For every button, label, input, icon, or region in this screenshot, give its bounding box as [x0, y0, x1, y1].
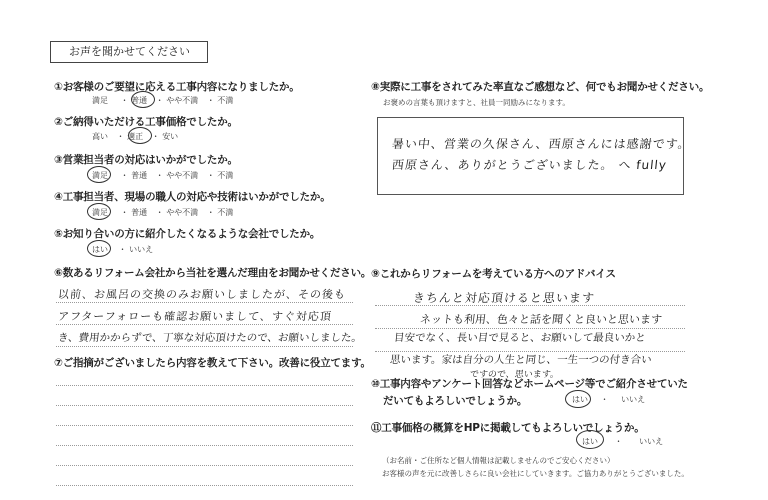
option-fair[interactable]: 適正: [127, 132, 144, 141]
q10-question: ⑩工事内容やアンケート回答などホームページ等でご紹介させていた: [371, 378, 688, 390]
option-cheap[interactable]: 安い: [162, 132, 179, 141]
answer-line: [56, 302, 353, 303]
answer-line: [56, 324, 353, 325]
answer-line: [56, 425, 353, 426]
privacy-note: （お名前・ご住所など個人情報は記載しませんのでご安心ください）: [382, 456, 615, 465]
answer-line: [56, 485, 353, 486]
q5-selection-circle: [87, 240, 111, 257]
option-satisfied[interactable]: 満足: [92, 171, 108, 180]
q9-answer-line-2: ネットも利用、色々と話を聞くと良いと思います: [419, 313, 663, 326]
q1-selection-circle: [131, 91, 155, 108]
q7-question: ⑦ご指摘がございましたら内容を教えて下さい。改善に役立てます。: [54, 357, 371, 369]
option-no[interactable]: いいえ: [621, 395, 646, 404]
option-somewhat-dissatisfied[interactable]: やや不満: [166, 171, 199, 180]
q9-answer-line-1: きちんと対応頂けると思います: [412, 291, 596, 305]
q11-options: はい ・ いいえ: [582, 437, 664, 446]
answer-line: [375, 328, 685, 329]
q4-question: ④工事担当者、現場の職人の対応や技術はいかがでしたか。: [54, 191, 331, 203]
q11-selection-circle: [576, 430, 604, 449]
q10-selection-circle: [565, 390, 591, 408]
option-satisfied[interactable]: 満足: [92, 96, 108, 105]
q2-options: 高い ・ 適正 ・ 安い: [92, 132, 179, 141]
q5-options: はい ・ いいえ: [92, 245, 154, 254]
q6-answer-line-1: 以前、お風呂の交換のみお願いしましたが、その後も: [57, 288, 347, 301]
option-yes[interactable]: はい: [92, 245, 108, 254]
answer-line: [56, 445, 353, 446]
option-satisfied[interactable]: 満足: [92, 208, 108, 217]
q2-selection-circle: [128, 127, 152, 144]
q9-answer-line-3: 目安でなく、長い目で見ると、お願いして最良いかと: [393, 332, 647, 344]
thanks-note: お客様の声を元に改善しさらに良い会社にしていきます。ご協力ありがとうございました。: [382, 469, 689, 478]
option-dissatisfied[interactable]: 不満: [217, 96, 234, 105]
q3-selection-circle: [87, 166, 111, 183]
option-normal[interactable]: 普通: [131, 208, 148, 217]
option-yes[interactable]: はい: [582, 437, 598, 446]
q9-answer-line-5: ですので、思います。: [469, 370, 560, 380]
option-dissatisfied[interactable]: 不満: [217, 208, 234, 217]
q9-answer-line-4: 思います。家は自分の人生と同じ、一生一つの付き合い: [389, 354, 653, 366]
option-somewhat-dissatisfied[interactable]: やや不満: [166, 208, 199, 217]
option-dissatisfied[interactable]: 不満: [217, 171, 234, 180]
q11-question: ⑪工事価格の概算をHPに掲載してもよろしいでしょうか。: [371, 422, 645, 434]
q10-question-cont: だいてもよろしいでしょうか。: [383, 395, 528, 407]
answer-line: [56, 405, 353, 406]
q3-options: 満足 ・ 普通 ・ やや不満 ・ 不満: [92, 171, 234, 180]
option-yes[interactable]: はい: [572, 395, 588, 404]
q1-options: 満足 ・ 普通 ・ やや不満 ・ 不満: [92, 96, 234, 105]
option-normal[interactable]: 普通: [131, 96, 148, 105]
q6-answer-line-2: アフターフォローも確認お願いまして、すぐ対応頂: [57, 310, 333, 323]
section-header: お声を聞かせてください: [50, 41, 208, 63]
answer-line: [56, 346, 353, 347]
q9-question: ⑨これからリフォームを考えている方へのアドバイス: [371, 268, 616, 280]
q8-answer-line-2: 西原さん、ありがとうございました。 へ fully: [391, 158, 668, 172]
q1-question: ①お客様のご要望に応える工事内容になりましたか。: [54, 81, 300, 93]
q4-selection-circle: [87, 203, 111, 220]
q6-answer-line-3: き、費用かからずで、丁寧な対応頂けたので、お願いしました。: [57, 332, 363, 344]
q8-subtext: お褒めの言葉も頂けますと、社員一同励みになります。: [383, 98, 570, 107]
option-high[interactable]: 高い: [92, 132, 108, 141]
option-somewhat-dissatisfied[interactable]: やや不満: [166, 96, 199, 105]
q10-options: はい ・ いいえ: [572, 395, 646, 404]
q2-question: ②ご納得いただける工事価格でしたか。: [54, 116, 238, 128]
answer-line: [56, 385, 353, 386]
q5-question: ⑤お知り合いの方に紹介したくなるような会社でしたか。: [54, 228, 321, 240]
q6-question: ⑥数あるリフォーム会社から当社を選んだ理由をお聞かせください。: [54, 267, 372, 279]
option-normal[interactable]: 普通: [131, 171, 148, 180]
option-no[interactable]: いいえ: [639, 437, 664, 446]
answer-line: [56, 465, 353, 466]
q8-answer-line-1: 暑い中、営業の久保さん、西原さんには感謝です。: [391, 137, 692, 151]
q4-options: 満足 ・ 普通 ・ やや不満 ・ 不満: [92, 208, 234, 217]
q3-question: ③営業担当者の対応はいかがでしたか。: [54, 154, 238, 166]
q8-question: ⑧実際に工事をされてみた率直なご感想など、何でもお聞かせください。: [371, 81, 710, 93]
option-no[interactable]: いいえ: [129, 245, 154, 254]
